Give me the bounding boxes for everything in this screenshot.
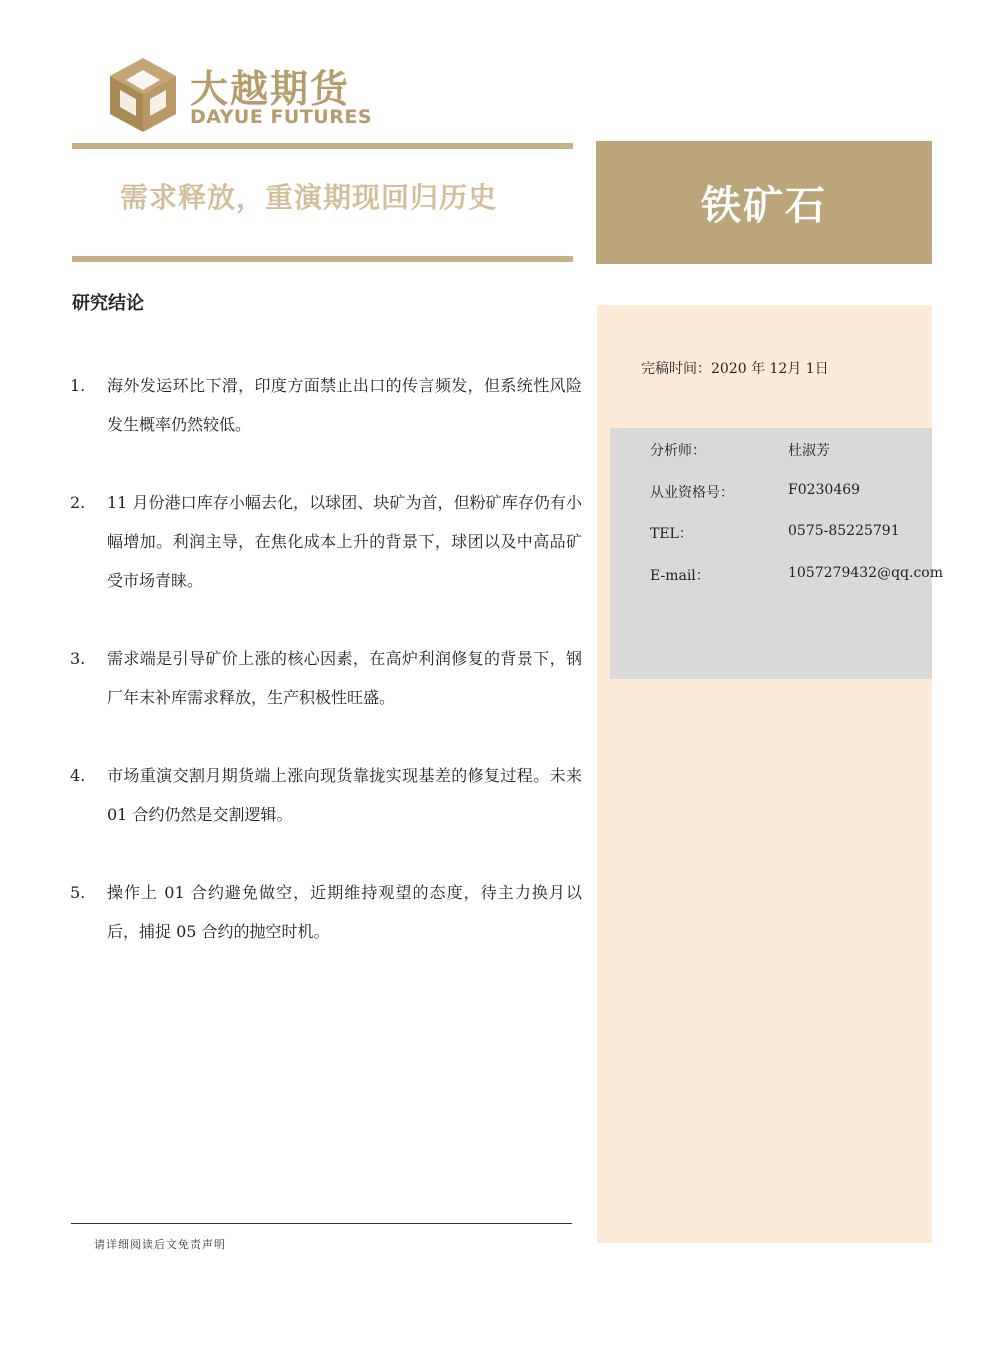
company-logo xyxy=(108,56,378,136)
list-item-number: 4. xyxy=(70,766,86,785)
tel-label: TEL： xyxy=(650,526,693,542)
tel-row xyxy=(650,523,900,543)
conclusions-list xyxy=(70,366,582,990)
email-label: E-mail： xyxy=(650,568,710,584)
logo-cube-icon xyxy=(108,56,178,134)
section-heading: 研究结论 xyxy=(72,293,144,314)
logo-name-en: DAYUE FUTURES xyxy=(190,106,373,128)
list-item xyxy=(70,366,582,444)
analyst-row xyxy=(650,440,830,460)
category-label: 铁矿石 xyxy=(701,183,827,229)
certificate-number: F0230469 xyxy=(788,482,861,498)
logo-name-cn: 大越期货 xyxy=(190,67,351,111)
report-title: 需求释放，重演期现回归历史 xyxy=(120,181,498,214)
disclaimer-note: 请详细阅读后文免责声明 xyxy=(94,1238,226,1251)
analyst-label: 分析师： xyxy=(650,443,706,459)
email-row xyxy=(650,565,943,585)
list-item-number: 2. xyxy=(70,493,86,512)
list-item-number: 3. xyxy=(70,649,86,668)
certificate-label: 从业资格号： xyxy=(650,485,734,501)
list-item xyxy=(70,483,582,600)
analyst-name: 杜淑芳 xyxy=(788,443,830,459)
list-item xyxy=(70,756,582,834)
list-item-number: 5. xyxy=(70,883,86,902)
completion-date: 完稿时间：2020 年 12月 1日 xyxy=(641,361,829,377)
certificate-row xyxy=(650,482,861,502)
list-item-text: 需求端是引导矿价上涨的核心因素，在高炉利润修复的背景下，钢厂年末补库需求释放，生产积极性旺盛。 xyxy=(107,649,582,707)
list-item-text: 市场重演交割月期货端上涨向现货靠拢实现基差的修复过程。未来 01 合约仍然是交割逻辑。 xyxy=(107,766,582,824)
email-address: 1057279432@qq.com xyxy=(788,565,943,581)
category-box xyxy=(596,141,932,264)
list-item xyxy=(70,873,582,951)
list-item-number: 1. xyxy=(70,376,86,395)
tel-number: 0575-85225791 xyxy=(788,523,900,539)
list-item-text: 操作上 01 合约避免做空，近期维持观望的态度，待主力换月以后，捕捉 05 合约的抛空时机。 xyxy=(107,883,582,941)
list-item xyxy=(70,639,582,717)
footer-rule xyxy=(71,1223,572,1224)
title-bottom-rule xyxy=(72,256,573,262)
list-item-text: 11 月份港口库存小幅去化，以球团、块矿为首，但粉矿库存仍有小幅增加。利润主导，在焦化成本上升的背景下，球团以及中高品矿受市场青睐。 xyxy=(107,493,582,590)
list-item-text: 海外发运环比下滑，印度方面禁止出口的传言频发，但系统性风险发生概率仍然较低。 xyxy=(107,376,582,434)
title-top-rule xyxy=(72,143,573,149)
analyst-info-box xyxy=(610,428,943,679)
